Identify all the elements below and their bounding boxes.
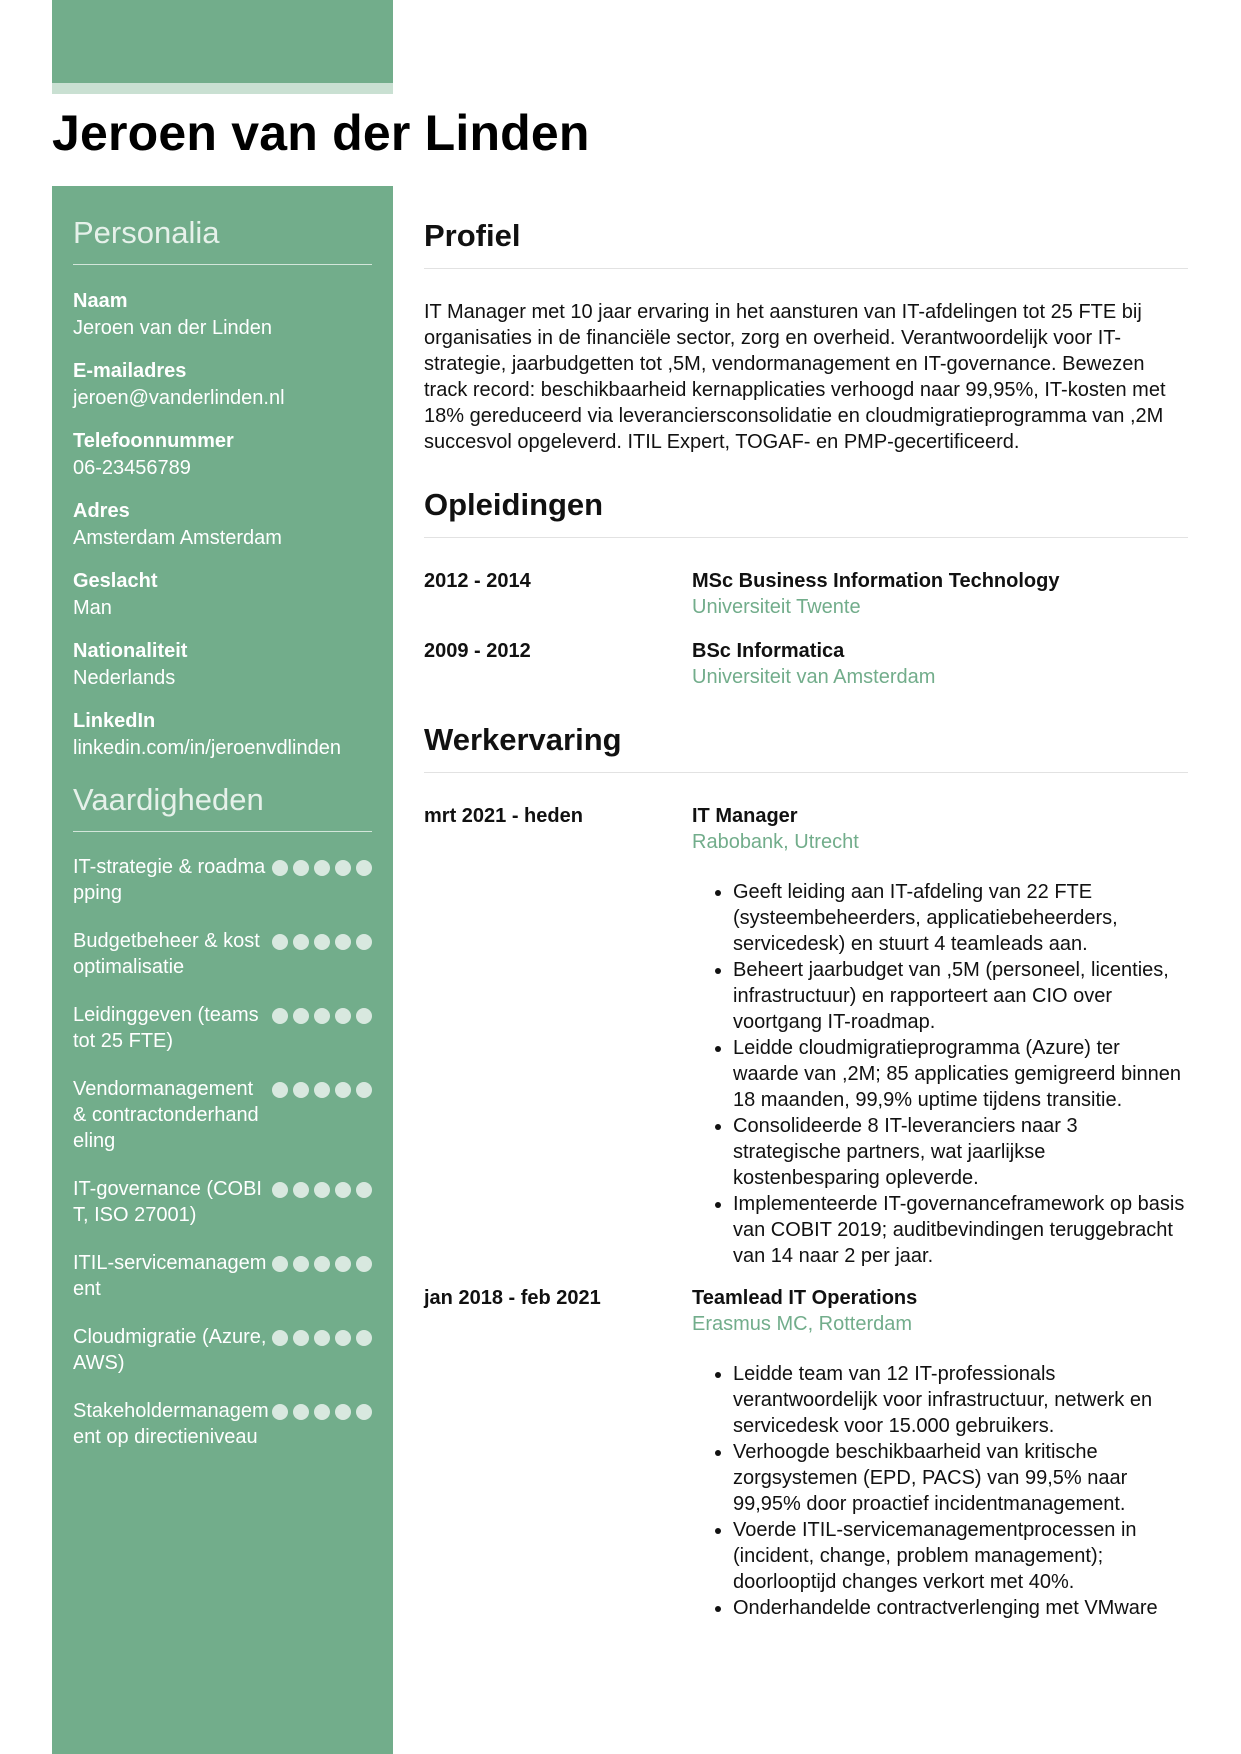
rating-dot (356, 1330, 372, 1346)
rating-dot (293, 1182, 309, 1198)
rating-dot (272, 934, 288, 950)
personalia-label: Geslacht (73, 570, 158, 592)
rating-dot (293, 1404, 309, 1420)
education-period: 2009 - 2012 (424, 640, 531, 662)
rating-dot (272, 1330, 288, 1346)
personalia-item (73, 358, 372, 411)
header-accent-stripe (52, 83, 393, 94)
personalia-label: Naam (73, 290, 128, 312)
work-bullet: • Implementeerde IT-governanceframework op basis van COBIT 2019; auditbevindingen teruggebracht van 14 naar 2 per jaar. (733, 1191, 1188, 1269)
rating-dot (293, 1008, 309, 1024)
work-section (424, 690, 1188, 1621)
education-details (692, 638, 1188, 690)
personalia-value: Man (73, 597, 112, 619)
work-entry (424, 803, 1188, 1269)
personalia-value: Amsterdam Amsterdam (73, 527, 282, 549)
rating-dot (356, 1256, 372, 1272)
skill-name: IT-strategie & roadmapping (73, 856, 266, 904)
rating-dot (314, 860, 330, 876)
skill-rating (272, 1250, 372, 1272)
rating-dot (293, 1330, 309, 1346)
rating-dot (356, 1404, 372, 1420)
profile-section (424, 186, 1188, 455)
rating-dot (356, 1082, 372, 1098)
work-bullet: • Geeft leiding aan IT-afdeling van 22 FTE (systeembeheerders, applicatiebeheerders, servicedesk) en stuurt 4 teamleads aan. (733, 879, 1188, 957)
personalia-value: Jeroen van der Linden (73, 317, 273, 339)
work-bullet: • Verhoogde beschikbaarheid van kritische zorgsystemen (EPD, PACS) van 99,5% naar 99,95% door proactief incidentmanagement. (733, 1439, 1188, 1517)
job-title: IT Manager (692, 805, 798, 827)
education-entry (424, 568, 1188, 620)
personalia-label: Telefoonnummer (73, 430, 234, 452)
job-title: Teamlead IT Operations (692, 1287, 918, 1309)
personalia-item (73, 498, 372, 551)
rating-dot (272, 1008, 288, 1024)
skill-row (73, 1324, 372, 1376)
rating-dot (335, 1182, 351, 1198)
skill-rating (272, 928, 372, 950)
skill-name: Budgetbeheer & kostoptimalisatie (73, 930, 260, 978)
personalia-item (73, 288, 372, 341)
rating-dot (335, 860, 351, 876)
education-entry (424, 638, 1188, 690)
skill-name: ITIL-servicemanagement (73, 1252, 267, 1300)
rating-dot (272, 1256, 288, 1272)
personalia-item (73, 428, 372, 481)
divider (424, 537, 1188, 538)
education-section (424, 455, 1188, 690)
skill-rating (272, 1176, 372, 1198)
work-heading: Werkervaring (424, 722, 622, 757)
skill-row (73, 1250, 372, 1302)
rating-dot (272, 1082, 288, 1098)
header-accent-bar (52, 0, 393, 83)
rating-dot (314, 1404, 330, 1420)
personalia-item (73, 708, 372, 761)
skills-heading: Vaardigheden (73, 782, 264, 817)
rating-dot (314, 1330, 330, 1346)
personalia-label: LinkedIn (73, 710, 156, 732)
work-period: jan 2018 - feb 2021 (424, 1287, 601, 1309)
candidate-name: Jeroen van der Linden (52, 105, 590, 161)
skill-row (73, 854, 372, 906)
skill-row (73, 1398, 372, 1450)
education-list (424, 568, 1188, 690)
work-list (424, 803, 1188, 1621)
skill-row (73, 1176, 372, 1228)
skill-row (73, 928, 372, 980)
profile-text: IT Manager met 10 jaar ervaring in het aansturen van IT-afdelingen tot 25 FTE bij organisaties in de financiële sector, zorg en overheid. Verantwoordelijk voor IT-strategie, jaarbudgetten tot ,5M, vendormanagement en IT-governance. Bewezen track record: beschikbaarheid kernapplicaties verhoogd naar 99,95%, IT-kosten met 18% gereduceerd via leveranciersconsolidatie en cloudmigratieprogramma van ,2M succesvol opgeleverd. ITIL Expert, TOGAF- en PMP-gecertificeerd. (424, 301, 1166, 453)
rating-dot (272, 1182, 288, 1198)
divider (424, 772, 1188, 773)
education-period: 2012 - 2014 (424, 570, 531, 592)
rating-dot (314, 1008, 330, 1024)
skill-name: Leidinggeven (teams tot 25 FTE) (73, 1004, 259, 1052)
skill-name: IT-governance (COBIT, ISO 27001) (73, 1178, 262, 1226)
work-bullet: • Consolideerde 8 IT-leveranciers naar 3 strategische partners, wat jaarlijkse kostenbesparing opleverde. (733, 1113, 1188, 1191)
work-bullets (692, 879, 1188, 1269)
education-heading: Opleidingen (424, 487, 604, 522)
sidebar (52, 186, 393, 1754)
skill-rating (272, 854, 372, 876)
rating-dot (356, 860, 372, 876)
divider (73, 831, 372, 832)
company-name: Erasmus MC, Rotterdam (692, 1313, 913, 1335)
personalia-value: jeroen@vanderlinden.nl (73, 387, 285, 409)
skills-list (73, 854, 372, 1450)
work-bullets (692, 1361, 1188, 1621)
rating-dot (314, 1182, 330, 1198)
rating-dot (356, 1182, 372, 1198)
work-entry (424, 1285, 1188, 1621)
skill-name: Stakeholdermanagement op directieniveau (73, 1400, 269, 1448)
education-institution: Universiteit Twente (692, 596, 861, 618)
rating-dot (335, 1256, 351, 1272)
rating-dot (272, 1404, 288, 1420)
rating-dot (335, 1008, 351, 1024)
rating-dot (272, 860, 288, 876)
work-bullet: • Leidde cloudmigratieprogramma (Azure) ter waarde van ,2M; 85 applicaties gemigreerd binnen 18 maanden, 99,9% uptime tijdens transitie. (733, 1035, 1188, 1113)
rating-dot (314, 1256, 330, 1272)
rating-dot (356, 1008, 372, 1024)
work-period: mrt 2021 - heden (424, 805, 583, 827)
personalia-value: 06-23456789 (73, 457, 191, 479)
personalia-label: Nationaliteit (73, 640, 188, 662)
rating-dot (335, 1330, 351, 1346)
education-details (692, 568, 1188, 620)
work-details (692, 803, 1188, 1269)
personalia-value: linkedin.com/in/jeroenvdlinden (73, 737, 341, 759)
personalia-value: Nederlands (73, 667, 176, 689)
profile-heading: Profiel (424, 218, 521, 253)
rating-dot (335, 1082, 351, 1098)
rating-dot (293, 1082, 309, 1098)
rating-dot (293, 1256, 309, 1272)
rating-dot (356, 934, 372, 950)
personalia-heading: Personalia (73, 215, 220, 250)
company-name: Rabobank, Utrecht (692, 831, 859, 853)
work-bullet: • Voerde ITIL-servicemanagementprocessen in (incident, change, problem management); doorlooptijd changes verkort met 40%. (733, 1517, 1188, 1595)
skill-rating (272, 1398, 372, 1420)
skill-row (73, 1076, 372, 1154)
skill-name: Vendormanagement & contractonderhandeling (73, 1078, 259, 1152)
personalia-item (73, 638, 372, 691)
skills-section (73, 783, 372, 1450)
skill-rating (272, 1076, 372, 1098)
rating-dot (293, 934, 309, 950)
skill-row (73, 1002, 372, 1054)
personalia-item (73, 568, 372, 621)
education-institution: Universiteit van Amsterdam (692, 666, 936, 688)
work-bullet: • Leidde team van 12 IT-professionals verantwoordelijk voor infrastructuur, netwerk en servicedesk voor 15.000 gebruikers. (733, 1361, 1188, 1439)
personalia-list (73, 288, 372, 761)
rating-dot (335, 934, 351, 950)
main-content (424, 186, 1188, 1621)
work-bullet: • Onderhandelde contractverlenging met VMware (733, 1595, 1188, 1621)
personalia-label: E-mailadres (73, 360, 187, 382)
skill-name: Cloudmigratie (Azure, AWS) (73, 1326, 267, 1374)
divider (73, 264, 372, 265)
skill-rating (272, 1002, 372, 1024)
work-details (692, 1285, 1188, 1621)
education-title: MSc Business Information Technology (692, 570, 1060, 592)
skill-rating (272, 1324, 372, 1346)
rating-dot (314, 934, 330, 950)
education-title: BSc Informatica (692, 640, 845, 662)
rating-dot (293, 860, 309, 876)
rating-dot (335, 1404, 351, 1420)
divider (424, 268, 1188, 269)
work-bullet: • Beheert jaarbudget van ,5M (personeel, licenties, infrastructuur) en rapporteert aan CIO over voortgang IT-roadmap. (733, 957, 1188, 1035)
personalia-label: Adres (73, 500, 130, 522)
rating-dot (314, 1082, 330, 1098)
